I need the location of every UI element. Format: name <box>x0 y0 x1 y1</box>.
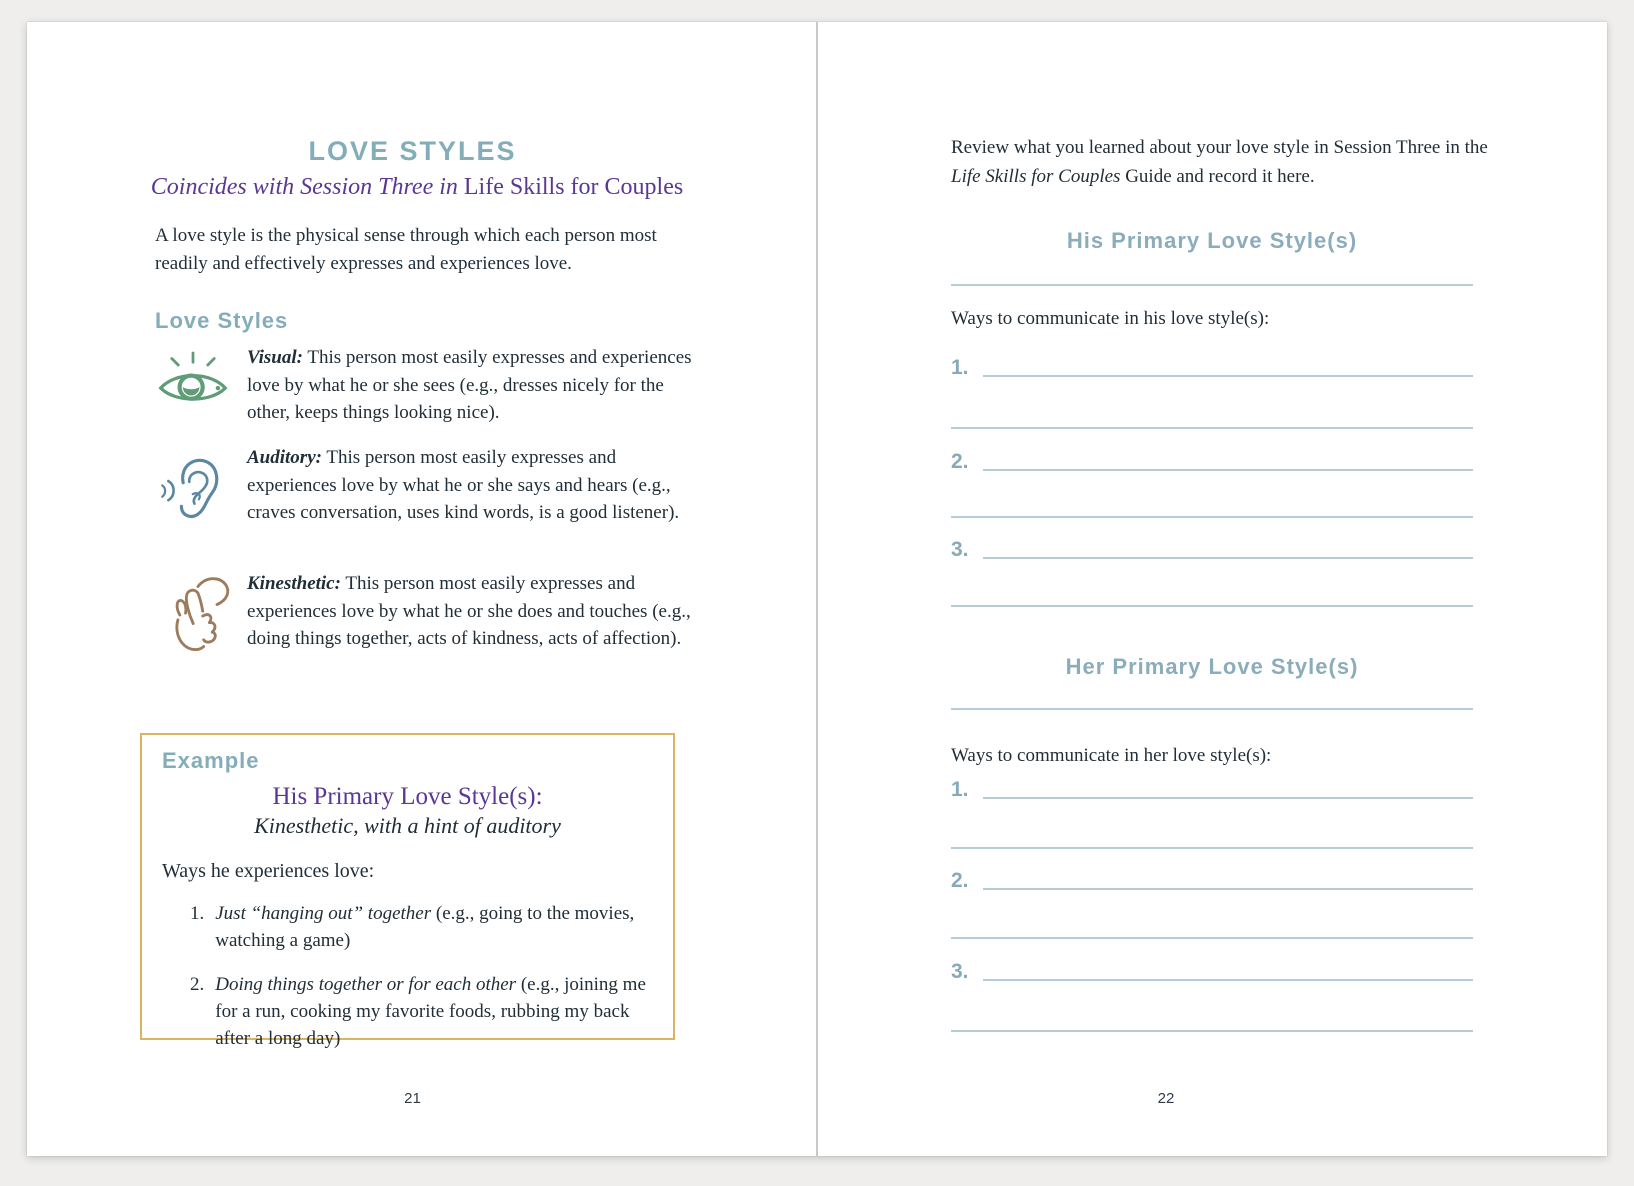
fill-in-line[interactable] <box>951 847 1473 849</box>
page-22 <box>818 22 1607 1156</box>
style-description-kinesthetic: Kinesthetic: This person most easily expresses and experiences love by what he or she does and touches (e.g., doing things together, acts of kindness, acts of affection). <box>247 573 691 649</box>
example-item-text: Doing things together or for each other (e.g., joining me for a run, cooking my favorite foods, rubbing my back after a long day) <box>215 974 646 1049</box>
page-21 <box>27 22 816 1156</box>
book-spread <box>27 22 1607 1156</box>
style-entry-visual <box>155 344 695 427</box>
fill-in-line[interactable] <box>951 937 1473 939</box>
example-item-number: 2. <box>190 974 205 995</box>
style-entry-auditory <box>155 444 695 528</box>
fill-in-line[interactable] <box>951 516 1473 518</box>
her-answer-row-1 <box>951 774 1473 802</box>
fill-in-line[interactable] <box>983 469 1473 471</box>
item-number: 2. <box>951 869 969 892</box>
love-styles-heading: Love Styles <box>155 308 289 333</box>
style-description-auditory: Auditory: This person most easily expresses and experiences love by what he or she says and hears (e.g., craves conversation, uses kind words, is a good listener). <box>247 447 680 523</box>
fill-in-line[interactable] <box>951 1030 1473 1032</box>
her-love-style-heading: Her Primary Love Style(s) <box>1065 654 1359 679</box>
fill-in-line[interactable] <box>983 557 1473 559</box>
example-label: Example <box>162 748 260 773</box>
fill-in-line[interactable] <box>983 979 1473 981</box>
example-heading: His Primary Love Style(s): <box>272 783 543 810</box>
item-number: 2. <box>951 450 969 473</box>
divider-line <box>951 284 1473 286</box>
fill-in-line[interactable] <box>983 375 1473 377</box>
her-prompt: Ways to communicate in her love style(s): <box>951 745 1272 766</box>
example-item-text: Just “hanging out” together (e.g., going to the movies, watching a game) <box>215 903 635 951</box>
example-item-1 <box>162 900 653 954</box>
example-box <box>140 733 675 1049</box>
page-title: LOVE STYLES <box>308 136 517 166</box>
touch-hand-icon <box>155 570 247 660</box>
style-entry-kinesthetic <box>155 570 695 660</box>
page-number: 22 <box>1157 1090 1175 1107</box>
style-description-visual: Visual: This person most easily expresses and experiences love by what he or she sees (e.g., dresses nicely for the other, keeps things looking nice). <box>247 347 692 423</box>
review-instructions: Review what you learned about your love style in Session Three in the Life Skills for Couples Guide and record it here. <box>951 137 1488 187</box>
item-number: 1. <box>951 778 969 801</box>
subtitle-session-text: Coincides with Session Three in <box>150 174 458 200</box>
fill-in-line[interactable] <box>951 427 1473 429</box>
his-prompt: Ways to communicate in his love style(s): <box>951 308 1270 329</box>
fill-in-line[interactable] <box>983 888 1473 890</box>
page-number: 21 <box>404 1090 421 1107</box>
example-subheading: Kinesthetic, with a hint of auditory <box>254 813 561 838</box>
his-answer-row-3 <box>951 534 1473 562</box>
example-item-2 <box>162 971 653 1052</box>
eye-icon <box>155 344 247 427</box>
style-term-kinesthetic: Kinesthetic: <box>247 573 341 594</box>
ear-icon <box>155 444 247 528</box>
item-number: 3. <box>951 538 969 561</box>
her-answer-row-2 <box>951 865 1473 893</box>
item-number: 1. <box>951 356 969 379</box>
page-subtitle <box>67 174 767 201</box>
his-answer-row-2 <box>951 446 1473 474</box>
example-item-number: 1. <box>190 903 205 924</box>
divider-line <box>951 708 1473 710</box>
book-title-italic: Life Skills for Couples <box>951 166 1121 187</box>
style-term-auditory: Auditory: <box>247 447 322 468</box>
intro-paragraph: A love style is the physical sense through which each person most readily and effectively expresses and experiences love. <box>155 225 657 274</box>
his-answer-row-1 <box>951 352 1473 380</box>
his-love-style-heading: His Primary Love Style(s) <box>1066 228 1358 253</box>
example-list-intro: Ways he experiences love: <box>162 860 375 882</box>
her-answer-row-3 <box>951 956 1473 984</box>
fill-in-line[interactable] <box>983 797 1473 799</box>
style-term-visual: Visual: <box>247 347 303 368</box>
item-number: 3. <box>951 960 969 983</box>
fill-in-line[interactable] <box>951 605 1473 607</box>
subtitle-book-title: Life Skills for Couples <box>463 174 684 200</box>
